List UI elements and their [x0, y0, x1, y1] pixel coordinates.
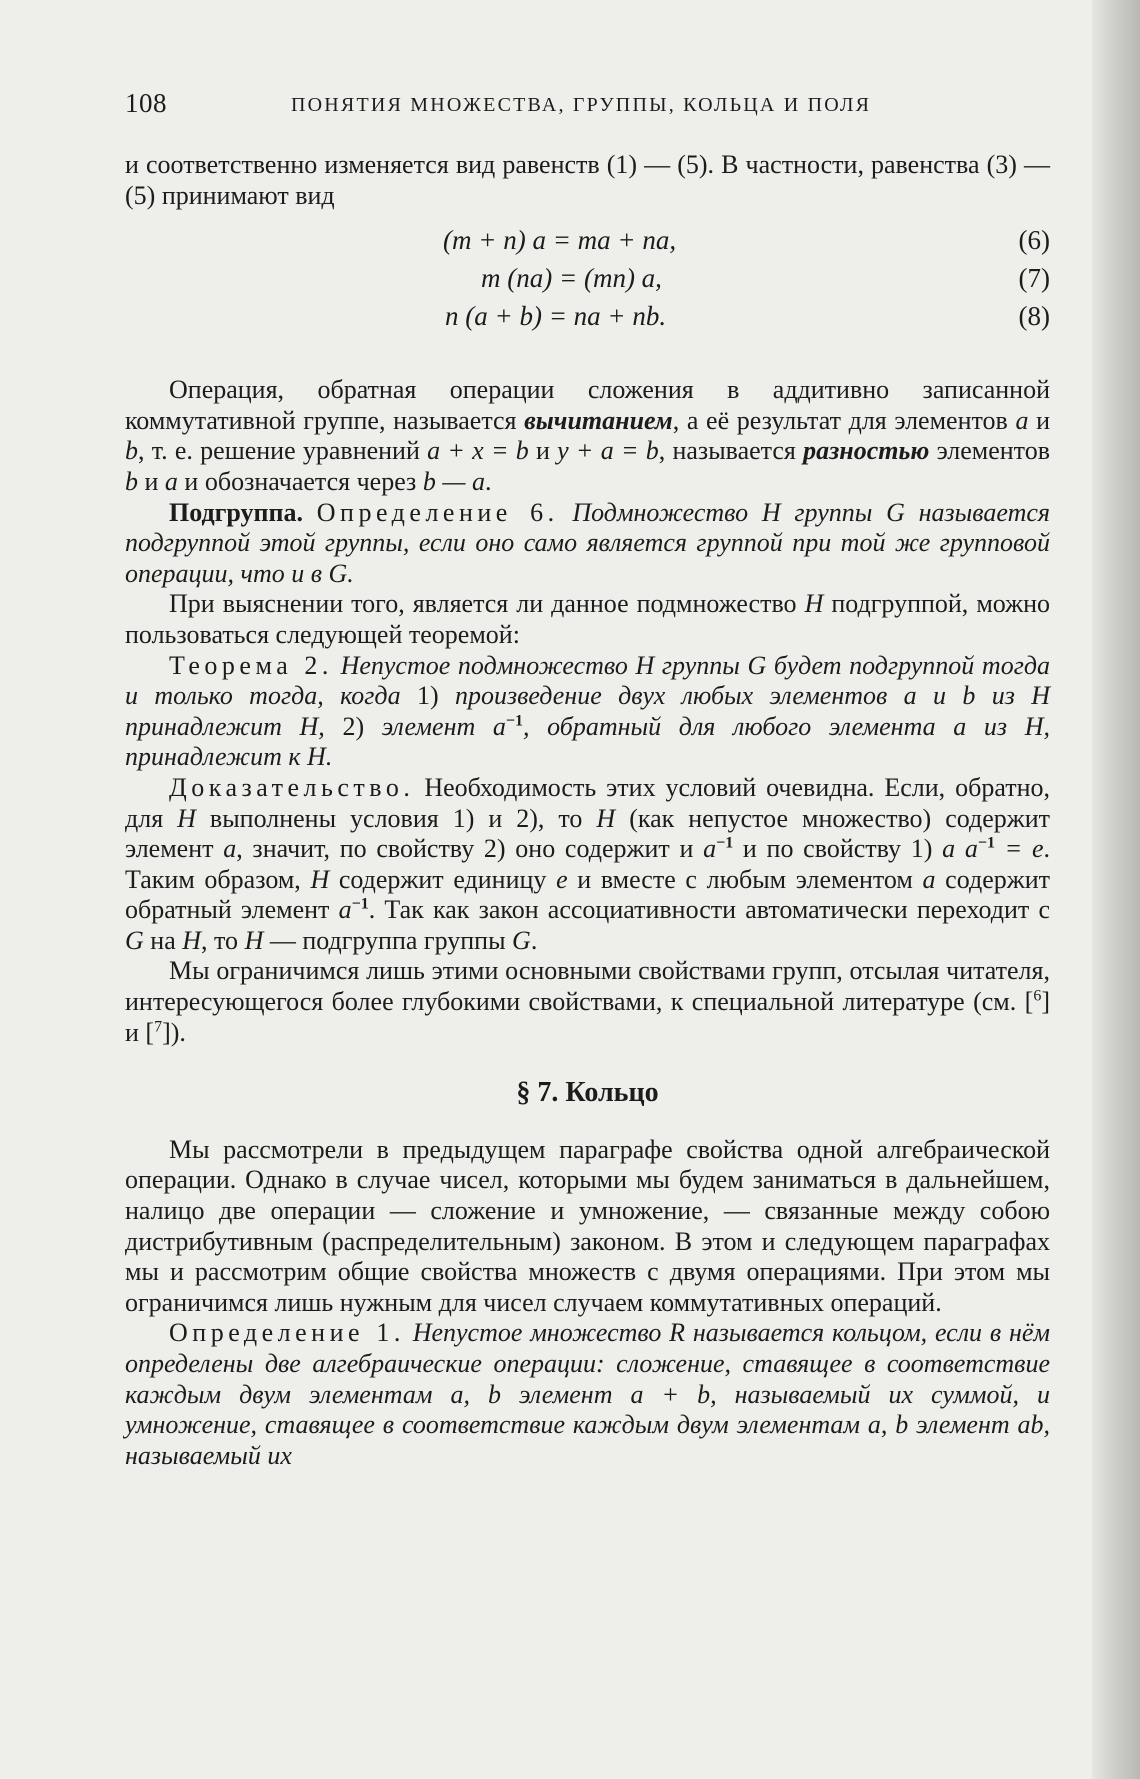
term-difference: разностью [803, 436, 930, 466]
math-var: e [556, 864, 568, 894]
inverse-exponent: −1 [351, 895, 369, 913]
intro-paragraph: и соответственно изменяется вид равенств (1) — (5). В частности, равенства (3) — (5) принимают вид [125, 150, 1050, 210]
text-run: выполнены условия 1) и 2), то [195, 803, 597, 833]
equation-inline: b — a [422, 466, 485, 496]
reference-number: 7 [154, 1018, 163, 1035]
text-run: . [530, 925, 538, 955]
text-run: и [138, 466, 165, 496]
subtraction-paragraph [125, 375, 1050, 497]
proof-paragraph [125, 773, 1050, 957]
definition-text: Непустое множество R называется кольцом, если в нём определены две алгебраические операции: сложение, ставящее в соответствие каждым двум элементам a, b элемент a + b, называемый их суммой, и умножение, ставящее в соответствие каждым двум элементам a, b элемент ab, называемый их [125, 1318, 1050, 1470]
text-run: на [143, 925, 183, 955]
formula-8-number: (8) [1018, 301, 1050, 332]
formula-7-number: (7) [1018, 263, 1050, 294]
text-run: . Таким образом, [125, 834, 1050, 894]
theorem-text: элемент [364, 711, 493, 741]
math-var: G [512, 925, 531, 955]
formula-7 [125, 263, 1050, 301]
math-var: H [177, 803, 196, 833]
math-var: a a [942, 834, 978, 864]
math-var: H [310, 864, 330, 894]
formula-8 [125, 301, 1050, 339]
theorem-2 [125, 651, 1050, 773]
text-run: , значит, по свойству 2) оно содержит и [236, 834, 704, 864]
math-var: a [922, 864, 936, 894]
section-heading: § 7. Кольцо [516, 1077, 659, 1109]
page-body [125, 150, 1050, 1471]
text-run: Операция, обратная операции сложения в аддитивно записанной коммутативной группе, называется [125, 375, 1050, 435]
ring-intro-paragraph: Мы рассмотрели в предыдущем параграфе свойства одной алгебраической операции. Однако в случае чисел, которыми мы будем заниматься в дальнейшем, налицо две операции — сложение и умножение, — связанные между собою дистрибутивным (распределительным) законом. В этом и следующем параграфах мы и рассмотрим общие свойства множеств с двумя операциями. При этом мы ограничимся лишь нужным для чисел случаем коммутативных операций. [125, 1134, 1050, 1317]
formula-6-expression: (m + n) a = ma + na, [443, 225, 677, 256]
formula-block [125, 225, 1050, 339]
theorem-text: Непустое подмножество H группы G будет подгруппой тогда и только тогда, когда [125, 650, 1051, 711]
reference-number: 6 [1033, 987, 1042, 1005]
text-run: содержит обратный элемент [125, 864, 1050, 925]
text-run: (как непустое множество) содержит элемент [125, 803, 1051, 864]
math-var: b [125, 436, 138, 466]
proof-label: Доказательство. [169, 772, 415, 802]
text-run: и [528, 436, 558, 466]
ring-definition [125, 1318, 1050, 1471]
page-number: 108 [125, 88, 167, 118]
definition-text: Подмножество H группы G называется подгруппой этой группы, если оно само является группой при той же групповой операции, что и в G. [125, 497, 1051, 588]
text-run: , то [201, 925, 245, 955]
math-var: H [804, 589, 824, 619]
text-run: , т. е. решение уравнений [138, 436, 428, 466]
equation-inline: a + x = b [427, 436, 529, 466]
condition-number: 1) [416, 681, 439, 711]
equation-inline: y + a = b [557, 436, 659, 466]
text-run: Мы ограничимся лишь этими основными свойствами групп, отсылая читателя, интересующегося более глубокими свойствами, к специальной литературе (см. [ [125, 956, 1050, 1017]
text-run: содержит единицу [329, 864, 557, 894]
inverse-exponent: −1 [977, 834, 995, 852]
subgroup-definition [125, 498, 1050, 590]
text-run: Необходимость этих условий очевидна. Если, обратно, для [125, 772, 1051, 833]
math-var: a [1015, 405, 1029, 435]
formula-6-number: (6) [1018, 225, 1050, 256]
text-run: и по свойству 1) [733, 834, 943, 864]
math-var: a [338, 895, 352, 925]
text-run: и [1028, 405, 1050, 435]
term-subtraction: вычитанием [524, 405, 673, 435]
text-run: элементов [929, 436, 1050, 466]
math-var: H [244, 925, 264, 955]
condition-number: 2) [342, 711, 365, 741]
math-var: H [596, 803, 616, 833]
page-edge-shadow [1092, 0, 1140, 1779]
theorem-text: произведение двух любых элементов a и b из H принадлежит H, [125, 681, 1050, 741]
text-run: и вместе с любым элементом [567, 864, 923, 894]
theorem-text: , обратный для любого элемента a из H, принадлежит к H. [125, 711, 1050, 772]
math-var: b [125, 466, 138, 496]
text-run: ] и [ [125, 987, 1050, 1047]
text-run: , а её результат для элементов [672, 405, 1016, 435]
criterion-paragraph [125, 589, 1050, 650]
text-run: При выяснении того, является ли данное подмножество [169, 589, 805, 619]
formula-6 [125, 225, 1050, 263]
text-run: ]). [162, 1017, 186, 1047]
inverse-exponent: −1 [505, 712, 524, 730]
text-run: , называется [658, 436, 804, 466]
math-var: = e [994, 834, 1044, 864]
running-head [125, 88, 1050, 128]
math-var: a [492, 711, 506, 741]
formula-8-expression: n (a + b) = na + nb. [445, 301, 667, 332]
math-var: a [164, 466, 178, 496]
definition-label: Определение 6. [316, 497, 559, 527]
text-run: . [484, 466, 492, 496]
text-run: подгруппой, можно пользоваться следующей теоремой: [125, 589, 1051, 649]
running-header-title: ПОНЯТИЯ МНОЖЕСТВА, ГРУППЫ, КОЛЬЦА И ПОЛЯ [291, 94, 872, 116]
theorem-label: Теорема 2. [169, 650, 333, 680]
text-run: . Так как закон ассоциативности автоматически переходит с [368, 895, 1050, 925]
text-run: — подгруппа группы [263, 925, 513, 955]
subgroup-heading: Подгруппа. [169, 497, 304, 527]
inverse-exponent: −1 [716, 834, 734, 852]
definition-label: Определение 1. [169, 1318, 405, 1348]
math-var: a [703, 834, 717, 864]
math-var: G [125, 925, 144, 955]
math-var: a [223, 834, 237, 864]
text-run: и обозначается через [177, 466, 423, 496]
closing-paragraph [125, 956, 1050, 1048]
formula-7-expression: m (na) = (mn) a, [481, 263, 662, 294]
math-var: H [182, 925, 202, 955]
